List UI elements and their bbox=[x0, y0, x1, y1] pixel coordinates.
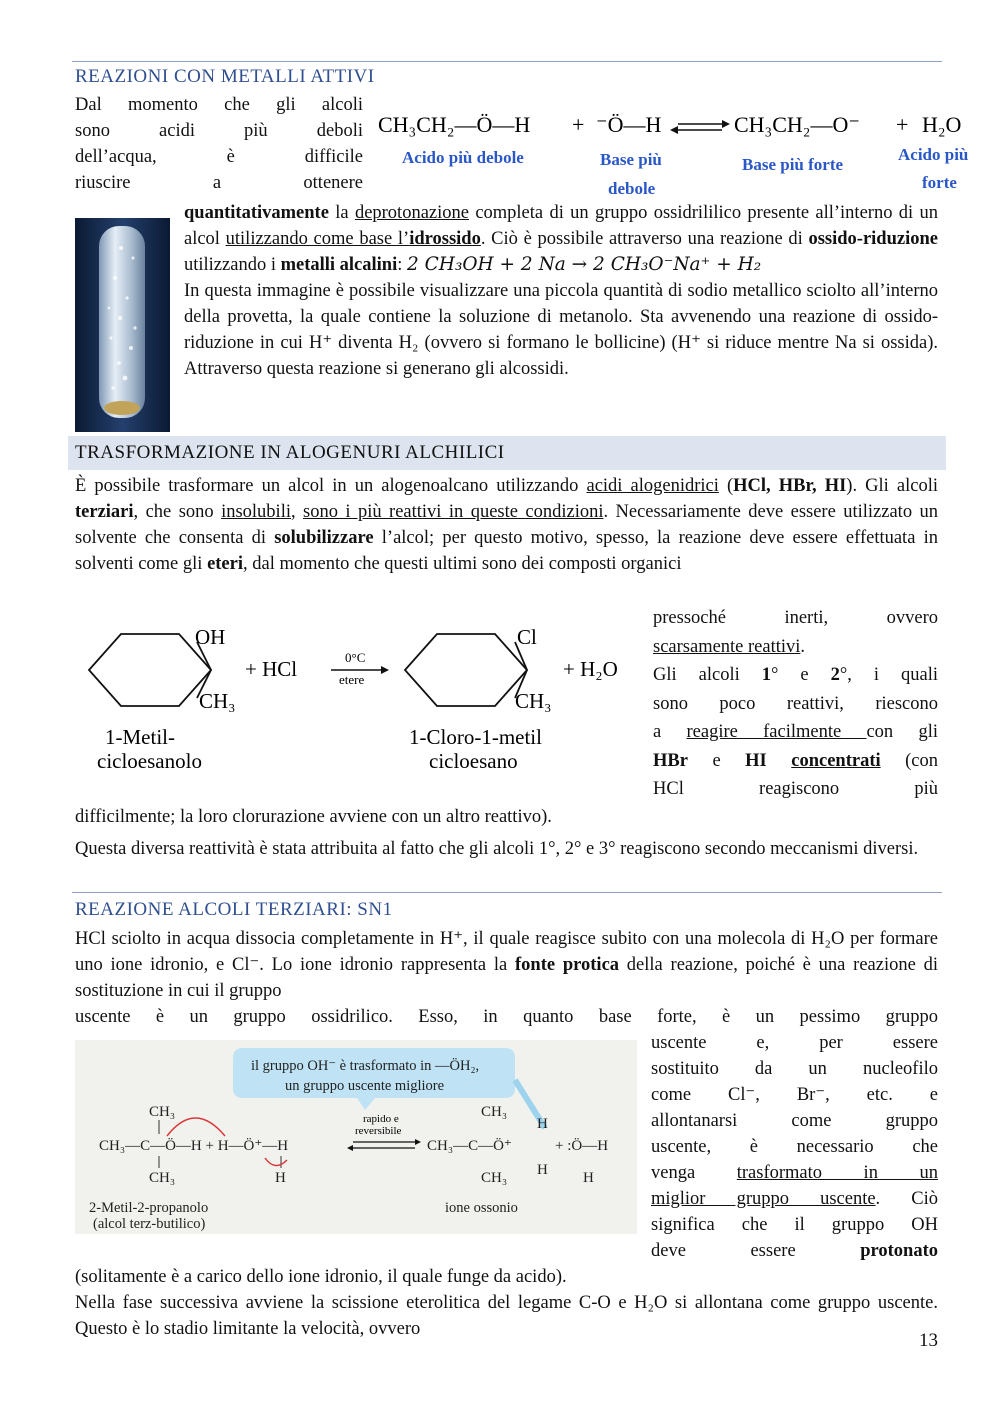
condition-solvent: etere bbox=[339, 672, 365, 687]
section-title-sn1: REAZIONE ALCOLI TERZIARI: SN1 bbox=[75, 899, 393, 920]
svg-text:H: H bbox=[275, 1170, 286, 1186]
paragraph-clorurazione: difficilmente; la loro clorurazione avviene con un altro reattivo). bbox=[75, 807, 552, 827]
chlorination-reaction bbox=[75, 612, 645, 812]
paragraph-deprotonazione: quantitativamente la deprotonazione completa di un gruppo ossidrililico presente all’interno di un alcol utilizzando come base l’idrossido. Ciò è possibile attraverso una reazione di ossido-riduzione utilizzando i metalli alcalini: 2 CH₃OH + 2 Na → 2 CH₃O⁻Na⁺ + H₂ In questa immagine è possibile visualizzare una piccola quantità di sodio metallico sciolto all’interno della provetta, la quale contiene la soluzione di metanolo. Sta avvenendo una reazione di ossido-riduzione in cui H⁺ diventa H₂ (ovvero si formano le bollicine) (H⁺ si riduce mentre Na si ossida). Attraverso questa reazione si generano gli alcossidi. bbox=[184, 203, 938, 379]
label-base-debole-1: Base più bbox=[600, 150, 662, 169]
paragraph-sn1: HCl sciolto in acqua dissocia completamente in H⁺, il quale reagisce subito con una molecola di H₂O per formare uno ione idronio, e Cl⁻. Lo ione idronio rappresenta la fonte protica della reazione, poiché è una reazione di sostituzione in cui il gruppo uscente è un gruppo ossidrilico. Esso, in quanto base forte, è un pessimo gruppo bbox=[75, 929, 938, 1027]
plus-sign: + bbox=[572, 112, 585, 137]
cyclohexane-ring-2 bbox=[405, 634, 527, 706]
label-base-forte: Base più forte bbox=[742, 155, 844, 174]
name-reactant-2: cicloesanolo bbox=[97, 749, 202, 773]
arrow-label-1: rapido e bbox=[363, 1113, 399, 1125]
svg-text:CH₃: CH₃ bbox=[481, 1104, 508, 1120]
hydroxide-formula: ⁻Ö—H bbox=[596, 112, 662, 137]
water-formula: H₂O bbox=[922, 112, 962, 137]
label-acido-debole: Acido più debole bbox=[402, 148, 524, 167]
section-title-metalli: REAZIONI CON METALLI ATTIVI bbox=[75, 66, 375, 87]
svg-text:H: H bbox=[537, 1116, 548, 1132]
callout-line-1: il gruppo OH⁻ è trasformato in —ÖH₂, bbox=[251, 1058, 480, 1074]
ethanol-formula: CH₃CH₂—Ö—H bbox=[378, 112, 531, 137]
svg-text:+ :Ö—H: + :Ö—H bbox=[555, 1138, 609, 1154]
condition-temp: 0°C bbox=[345, 650, 366, 665]
svg-text:CH₃: CH₃ bbox=[481, 1170, 508, 1186]
svg-text:H: H bbox=[583, 1170, 594, 1186]
test-tube-photo bbox=[75, 218, 170, 432]
methyl-label-1: CH₃ bbox=[199, 689, 236, 713]
paragraph-intro: Dal momento che gli alcoli sono acidi più deboli dell’acqua, è difficile riuscire a ottenere bbox=[75, 95, 363, 193]
arrow-label-2: reversibile bbox=[355, 1125, 402, 1137]
plus-hcl: + HCl bbox=[245, 657, 298, 681]
hydroxyl-label: OH bbox=[195, 625, 226, 649]
name-tbutanol-2: (alcol terz-butilico) bbox=[93, 1216, 206, 1232]
name-product-1: 1-Cloro-1-metil bbox=[409, 725, 542, 749]
svg-text:CH₃—C—Ö⁺: CH₃—C—Ö⁺ bbox=[427, 1138, 512, 1154]
section-title-alogenuri: TRASFORMAZIONE IN ALOGENURI ALCHILICI bbox=[75, 442, 505, 463]
paragraph-scissione: (solitamente è a carico dello ione idronio, il quale funge da acido). Nella fase successiva avviene la scissione eterolitica del legame C-O e H₂O si allontana come gruppo uscente. Questo è lo stadio limitante la velocità, ovvero bbox=[75, 1267, 938, 1339]
label-acido-forte-2: forte bbox=[922, 173, 957, 192]
name-tbutanol-1: 2-Metil-2-propanolo bbox=[89, 1200, 209, 1216]
section-rule-top bbox=[72, 61, 942, 62]
section-rule-sn1 bbox=[72, 892, 942, 893]
svg-text:CH₃—C—Ö—H + H—Ö⁺—H: CH₃—C—Ö—H + H—Ö⁺—H bbox=[99, 1138, 289, 1154]
svg-text:CH₃: CH₃ bbox=[149, 1170, 176, 1186]
paragraph-alcoli-primari: pressoché inerti, ovvero scarsamente reattivi. Gli alcoli 1° e 2°, i quali sono poco reattivi, riescono a reagire facilmente con gli HBr e HI concentrati (con HCl reagiscono più bbox=[653, 608, 939, 799]
plus-sign-2: + bbox=[896, 112, 909, 137]
svg-text:H: H bbox=[537, 1162, 548, 1178]
name-ossonio: ione ossonio bbox=[445, 1200, 518, 1216]
label-acido-forte-1: Acido più bbox=[898, 145, 969, 164]
cyclohexane-ring-1 bbox=[89, 634, 211, 706]
page-number: 13 bbox=[919, 1330, 938, 1351]
label-base-debole-2: debole bbox=[608, 179, 656, 198]
acid-base-equation bbox=[372, 100, 992, 200]
svg-text:CH₃: CH₃ bbox=[149, 1104, 176, 1120]
paragraph-meccanismi: Questa diversa reattività è stata attribuita al fatto che gli alcoli 1°, 2° e 3° reagiscono secondo meccanismi diversi. bbox=[75, 839, 919, 859]
name-product-2: cicloesano bbox=[429, 749, 518, 773]
paragraph-gruppo-uscente: uscente e, per essere sostituito da un nucleofilo come Cl⁻, Br⁻, etc. e allontanarsi come gruppo uscente, è necessario che venga trasformato in un miglior gruppo uscente. Ciò significa che il gruppo OH deve essere protonato bbox=[651, 1033, 938, 1261]
protonation-reaction bbox=[75, 1040, 637, 1234]
callout-line-2: un gruppo uscente migliore bbox=[285, 1078, 445, 1094]
chloro-label: Cl bbox=[517, 625, 537, 649]
plus-water: + H₂O bbox=[563, 657, 618, 681]
ethoxide-formula: CH₃CH₂—O⁻ bbox=[734, 112, 860, 137]
name-reactant-1: 1-Metil- bbox=[105, 725, 175, 749]
paragraph-alogenuri: È possibile trasformare un alcol in un alogenoalcano utilizzando acidi alogenidrici (HCl, HBr, HI). Gli alcoli terziari, che sono insolubili, sono i più reattivi in queste condizioni. Necessariamente deve essere utilizzato un solvente che consenta di solubilizzare l’alcol; per questo motivo, spesso, la reazione deve essere effettuata in solventi come gli eteri, dal momento che questi ultimi sono dei composti organici bbox=[75, 476, 938, 574]
methyl-label-2: CH₃ bbox=[515, 689, 552, 713]
